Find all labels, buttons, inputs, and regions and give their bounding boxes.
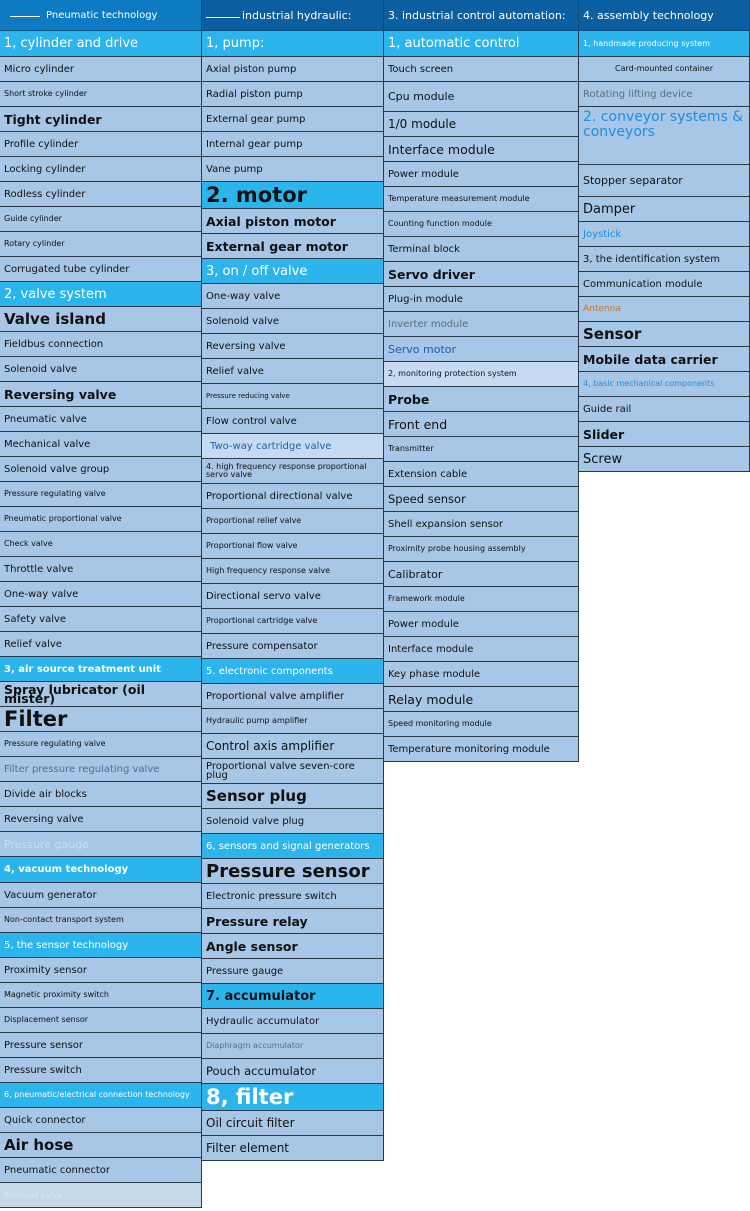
table-cell: Relay module (384, 687, 579, 712)
table-cell: Fieldbus connection (0, 332, 202, 357)
section-connection-technology: 6, pneumatic/electrical connection technology (0, 1083, 202, 1108)
section-vacuum: 4, vacuum technology (0, 857, 202, 883)
table-cell: Stopper separator (579, 165, 750, 197)
table-cell: Rotating lifting device (579, 82, 750, 107)
table-cell: Damper (579, 197, 750, 222)
table-cell: Axial piston pump (202, 57, 384, 82)
header-hydraulic (202, 0, 384, 31)
table-cell: Key phase module (384, 662, 579, 687)
table-cell: Extension cable (384, 462, 579, 487)
table-cell: Transmitter (384, 437, 579, 462)
section-conveyor-systems: 2. conveyor systems & conveyors (579, 107, 750, 165)
section-monitoring-protection: 2, monitoring protection system (384, 362, 579, 387)
section-handmade-producing: 1, handmade producing system (579, 31, 750, 57)
table-cell: Solenoid valve (202, 309, 384, 334)
table-cell: Pressure gauge (202, 959, 384, 984)
table-cell: Solenoid valve plug (202, 809, 384, 834)
table-cell: Touch screen (384, 57, 579, 82)
table-cell: Pressure reducing valve (202, 384, 384, 409)
column-control-automation (384, 0, 579, 762)
section-pump: 1, pump: (202, 31, 384, 57)
table-cell: Proximity probe housing assembly (384, 537, 579, 562)
table-cell: Reversing valve (0, 382, 202, 407)
table-cell: Divide air blocks (0, 782, 202, 807)
table-cell: Directional servo valve (202, 584, 384, 609)
table-cell: Servo driver (384, 262, 579, 287)
table-cell: Internal gear pump (202, 132, 384, 157)
table-cell: Rodless cylinder (0, 182, 202, 207)
table-cell: Proportional relief valve (202, 509, 384, 534)
table-cell: One-way valve (202, 284, 384, 309)
table-cell: Filter element (202, 1136, 384, 1161)
table-cell: Speed sensor (384, 487, 579, 512)
table-cell: Terminal block (384, 237, 579, 262)
table-cell: Reversing valve (202, 334, 384, 359)
table-cell: One-way valve (0, 582, 202, 607)
table-cell: Vacuum generator (0, 883, 202, 908)
table-cell: Hydraulic accumulator (202, 1009, 384, 1034)
header-hydraulic-label: industrial hydraulic: (242, 8, 352, 22)
table-cell: Spray lubricator (oil mister) (0, 682, 202, 707)
table-cell: Corrugated tube cylinder (0, 257, 202, 282)
table-cell: Servo motor (384, 337, 579, 362)
table-cell: Framework module (384, 587, 579, 612)
table-cell: Two-way cartridge valve (202, 434, 384, 459)
table-cell: Solenoid valve group (0, 457, 202, 482)
table-cell: Proportional valve seven-core plug (202, 759, 384, 784)
table-cell: Proportional valve amplifier (202, 684, 384, 709)
table-cell: Antenna (579, 297, 750, 322)
table-cell: Hydraulic pump amplifier (202, 709, 384, 734)
table-cell: Flow control valve (202, 409, 384, 434)
section-basic-mechanical: 4, basic mechanical components (579, 372, 750, 397)
table-cell: Guide rail (579, 397, 750, 422)
table-cell: Cpu module (384, 82, 579, 112)
table-cell: Front end (384, 412, 579, 437)
table-cell: Oil circuit filter (202, 1111, 384, 1136)
table-cell: Screw (579, 447, 750, 472)
table-cell: Filter pressure regulating valve (0, 757, 202, 782)
table-cell: Displacement sensor (0, 1008, 202, 1033)
table-cell: Slider (579, 422, 750, 447)
section-air-source: 3, air source treatment unit (0, 657, 202, 682)
table-cell: Card-mounted container (579, 57, 750, 82)
table-cell: Solenoid valve (0, 1183, 202, 1208)
table-cell: Vane pump (202, 157, 384, 182)
section-motor: 2. motor (202, 182, 384, 209)
table-cell: Angle sensor (202, 934, 384, 959)
section-valve-system: 2, valve system (0, 282, 202, 307)
section-on-off-valve: 3, on / off valve (202, 259, 384, 284)
table-cell: Temperature measurement module (384, 187, 579, 212)
table-cell: Radial piston pump (202, 82, 384, 107)
table-cell: Pressure gauge (0, 832, 202, 857)
column-pneumatic (0, 0, 202, 1208)
table-cell: Communication module (579, 272, 750, 297)
table-cell: High frequency response valve (202, 559, 384, 584)
table-cell: Pressure relay (202, 909, 384, 934)
section-accumulator: 7. accumulator (202, 984, 384, 1009)
section-electronic-components: 5. electronic components (202, 659, 384, 684)
section-cylinder-drive: 1, cylinder and drive (0, 31, 202, 57)
table-cell: Tight cylinder (0, 107, 202, 132)
table-cell: Calibrator (384, 562, 579, 587)
table-cell: Counting function module (384, 212, 579, 237)
table-cell: Air hose (0, 1133, 202, 1158)
table-cell: Reversing valve (0, 807, 202, 832)
table-cell: Probe (384, 387, 579, 412)
table-cell: Pneumatic proportional valve (0, 507, 202, 532)
table-cell: Pneumatic valve (0, 407, 202, 432)
table-cell: Non-contact transport system (0, 908, 202, 933)
table-cell: Pressure sensor (0, 1033, 202, 1058)
header-assembly: 4. assembly technology (579, 0, 750, 31)
table-cell: Pressure regulating valve (0, 482, 202, 507)
section-identification-system: 3, the identification system (579, 247, 750, 272)
table-cell: Rotary cylinder (0, 232, 202, 257)
table-cell: Proportional directional valve (202, 484, 384, 509)
table-cell: Pressure switch (0, 1058, 202, 1083)
table-cell: Temperature monitoring module (384, 737, 579, 762)
header-control-automation: 3. industrial control automation: (384, 0, 579, 31)
table-cell: Joystick (579, 222, 750, 247)
table-cell: Micro cylinder (0, 57, 202, 82)
table-cell: Profile cylinder (0, 132, 202, 157)
column-hydraulic (202, 0, 384, 1161)
table-cell: Solenoid valve (0, 357, 202, 382)
table-cell: Electronic pressure switch (202, 884, 384, 909)
table-cell: Proximity sensor (0, 958, 202, 983)
table-cell: Mobile data carrier (579, 347, 750, 372)
table-cell: Sensor plug (202, 784, 384, 809)
table-cell: Safety valve (0, 607, 202, 632)
table-cell: Pressure regulating valve (0, 732, 202, 757)
table-cell: Power module (384, 612, 579, 637)
table-cell: Magnetic proximity switch (0, 983, 202, 1008)
table-cell: External gear pump (202, 107, 384, 132)
table-cell: Guide cylinder (0, 207, 202, 232)
table-cell: Sensor (579, 322, 750, 347)
table-cell: Valve island (0, 307, 202, 332)
table-cell: Relief valve (0, 632, 202, 657)
table-cell: Quick connector (0, 1108, 202, 1133)
table-cell: Pressure sensor (202, 859, 384, 884)
table-cell: Pneumatic connector (0, 1158, 202, 1183)
table-cell: Relief valve (202, 359, 384, 384)
table-cell: Speed monitoring module (384, 712, 579, 737)
section-sensor-technology: 5, the sensor technology (0, 933, 202, 958)
table-cell: Pressure compensator (202, 634, 384, 659)
table-cell: Throttle valve (0, 557, 202, 582)
table-cell: Interface module (384, 137, 579, 162)
table-cell: 4. high frequency response proportional servo valve (202, 459, 384, 484)
section-automatic-control: 1, automatic control (384, 31, 579, 57)
table-cell: Axial piston motor (202, 209, 384, 234)
section-sensors-signal: 6, sensors and signal generators (202, 834, 384, 859)
table-cell: Shell expansion sensor (384, 512, 579, 537)
table-cell: 1/0 module (384, 112, 579, 137)
table-cell: External gear motor (202, 234, 384, 259)
table-cell: Diaphragm accumulator (202, 1034, 384, 1059)
table-cell: Control axis amplifier (202, 734, 384, 759)
table-cell: Mechanical valve (0, 432, 202, 457)
table-cell: Interface module (384, 637, 579, 662)
table-cell: Short stroke cylinder (0, 82, 202, 107)
header-pneumatic: Pneumatic technology (0, 0, 202, 31)
table-cell: Proportional flow valve (202, 534, 384, 559)
table-cell: Proportional cartridge valve (202, 609, 384, 634)
table-cell: Check valve (0, 532, 202, 557)
table-cell: Power module (384, 162, 579, 187)
section-filter: 8, filter (202, 1084, 384, 1111)
table-cell: Pouch accumulator (202, 1059, 384, 1084)
table-cell: Filter (0, 707, 202, 732)
table-cell: Inverter module (384, 312, 579, 337)
table-cell: Locking cylinder (0, 157, 202, 182)
header-underline (206, 7, 240, 18)
table-cell: Plug-in module (384, 287, 579, 312)
column-assembly (579, 0, 750, 472)
